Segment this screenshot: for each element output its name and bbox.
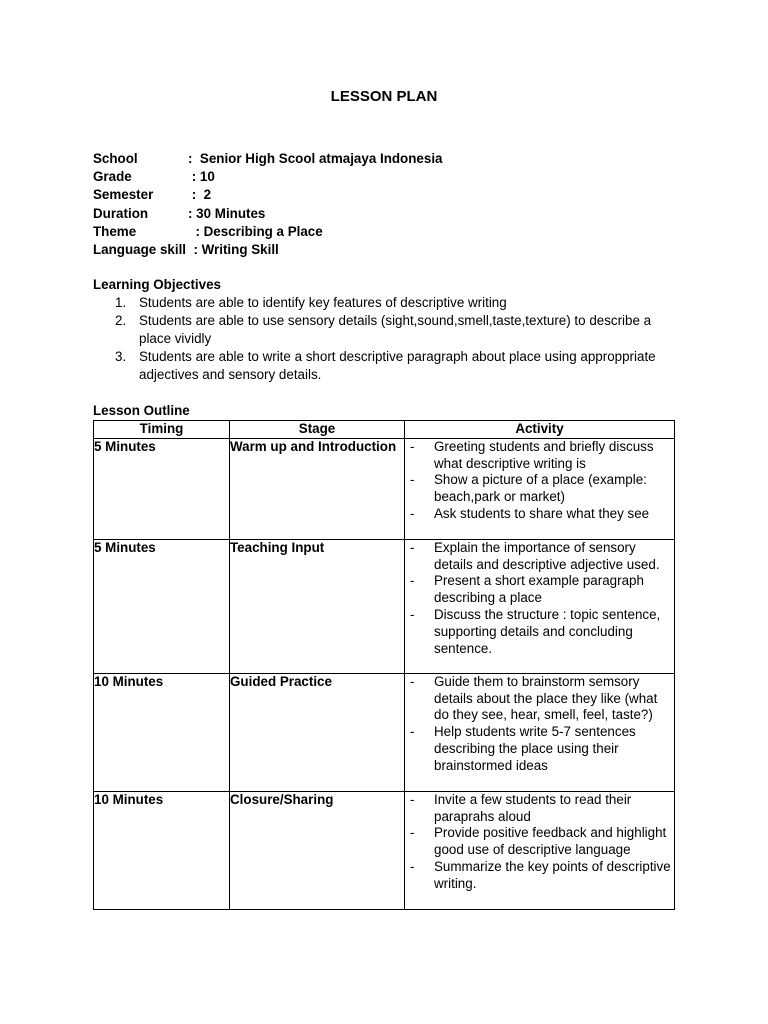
activity-cell bbox=[405, 791, 675, 909]
activity-cell bbox=[405, 673, 675, 791]
activity-text: Summarize the key points of descriptive writing. bbox=[434, 858, 671, 891]
dash-bullet: - bbox=[410, 791, 415, 807]
activity-text: Ask students to share what they see bbox=[434, 505, 650, 521]
objectives-heading: Learning Objectives bbox=[93, 277, 221, 292]
table-row bbox=[94, 539, 675, 673]
activity-list bbox=[405, 792, 674, 893]
activity-text: Greeting students and briefly discuss what descriptive writing is bbox=[434, 438, 654, 471]
item-number: 3. bbox=[115, 349, 127, 364]
activity-item bbox=[405, 540, 674, 574]
activity-item bbox=[405, 607, 674, 657]
info-row-language-skill bbox=[93, 241, 442, 259]
info-row-semester bbox=[93, 186, 442, 204]
table-row bbox=[94, 438, 675, 539]
info-value: : 30 Minutes bbox=[188, 205, 266, 221]
column-header-stage: Stage bbox=[230, 421, 405, 439]
info-label: Semester bbox=[93, 187, 154, 203]
dash-bullet: - bbox=[410, 505, 415, 521]
dash-bullet: - bbox=[410, 573, 415, 589]
dash-bullet: - bbox=[410, 539, 415, 555]
info-value: : 10 bbox=[188, 169, 215, 185]
activity-text: Invite a few students to read their paraprahs aloud bbox=[434, 791, 632, 824]
info-value: : 2 bbox=[188, 187, 212, 203]
info-row-grade bbox=[93, 168, 442, 186]
activity-item bbox=[405, 439, 674, 473]
stage-cell: Teaching Input bbox=[230, 539, 405, 673]
item-number: 1. bbox=[115, 295, 127, 310]
activity-item bbox=[405, 472, 674, 506]
activity-text: Show a picture of a place (example: beach,park or market) bbox=[434, 472, 647, 505]
activity-text: Guide them to brainstorm semsory details about the place they like (what do they see, hear, smell, feel, taste?) bbox=[434, 673, 658, 723]
column-header-timing: Timing bbox=[94, 421, 230, 439]
dash-bullet: - bbox=[410, 606, 415, 622]
timing-cell: 10 Minutes bbox=[94, 673, 230, 791]
item-text: Students are able to write a short descriptive paragraph about place using approppriate adjectives and sensory details. bbox=[139, 349, 656, 382]
objectives-list bbox=[115, 294, 675, 384]
info-row-theme bbox=[93, 223, 442, 241]
column-header-activity: Activity bbox=[405, 421, 675, 439]
list-item bbox=[115, 312, 675, 348]
stage-cell: Warm up and Introduction bbox=[230, 438, 405, 539]
activity-text: Help students write 5-7 sentences describing the place using their brainstormed ideas bbox=[434, 724, 636, 773]
item-text: Students are able to use sensory details (sight,sound,smell,taste,texture) to describe a place vividly bbox=[139, 313, 652, 346]
item-number: 2. bbox=[115, 313, 127, 328]
table-row bbox=[94, 791, 675, 909]
dash-bullet: - bbox=[410, 673, 415, 689]
timing-cell: 10 Minutes bbox=[94, 791, 230, 909]
activity-item bbox=[405, 792, 674, 826]
info-row-school bbox=[93, 150, 442, 168]
info-label: School bbox=[93, 151, 138, 166]
lesson-info bbox=[93, 150, 442, 259]
activity-text: Discuss the structure : topic sentence, supporting details and concluding sentence. bbox=[434, 606, 661, 656]
info-row-duration bbox=[93, 205, 442, 223]
activity-list bbox=[405, 674, 674, 775]
info-value: : Describing a Place bbox=[188, 223, 323, 239]
list-item bbox=[115, 348, 675, 384]
activity-item bbox=[405, 506, 674, 523]
document-title: LESSON PLAN bbox=[330, 88, 438, 105]
lesson-outline-table bbox=[93, 420, 675, 910]
activity-text: Explain the importance of sensory details and descriptive adjective used. bbox=[434, 539, 660, 572]
activity-cell bbox=[405, 539, 675, 673]
activity-text: Present a short example paragraph describing a place bbox=[434, 573, 644, 606]
dash-bullet: - bbox=[410, 438, 415, 454]
info-value: : Senior High Scool atmajaya Indonesia bbox=[188, 151, 443, 166]
activity-list bbox=[405, 540, 674, 658]
outline-heading: Lesson Outline bbox=[93, 403, 190, 418]
stage-cell: Closure/Sharing bbox=[230, 791, 405, 909]
info-label: Theme bbox=[93, 223, 137, 239]
dash-bullet: - bbox=[410, 724, 415, 740]
activity-cell bbox=[405, 438, 675, 539]
activity-item bbox=[405, 724, 674, 774]
activity-item bbox=[405, 674, 674, 724]
item-text: Students are able to identify key features of descriptive writing bbox=[139, 295, 507, 310]
timing-cell: 5 Minutes bbox=[94, 438, 230, 539]
dash-bullet: - bbox=[410, 472, 415, 488]
info-label: Grade bbox=[93, 169, 132, 185]
activity-item bbox=[405, 825, 674, 859]
dash-bullet: - bbox=[410, 825, 415, 841]
info-label: Duration bbox=[93, 205, 149, 221]
stage-cell: Guided Practice bbox=[230, 673, 405, 791]
activity-item bbox=[405, 573, 674, 607]
activity-item bbox=[405, 859, 674, 893]
table-header-row bbox=[94, 421, 675, 439]
list-item bbox=[115, 294, 675, 312]
timing-cell: 5 Minutes bbox=[94, 539, 230, 673]
activity-list bbox=[405, 439, 674, 523]
table-row bbox=[94, 673, 675, 791]
info-value: : Writing Skill bbox=[186, 241, 279, 257]
activity-text: Provide positive feedback and highlight good use of descriptive language bbox=[434, 825, 667, 858]
info-label: Language skill bbox=[93, 241, 187, 257]
dash-bullet: - bbox=[410, 858, 415, 874]
